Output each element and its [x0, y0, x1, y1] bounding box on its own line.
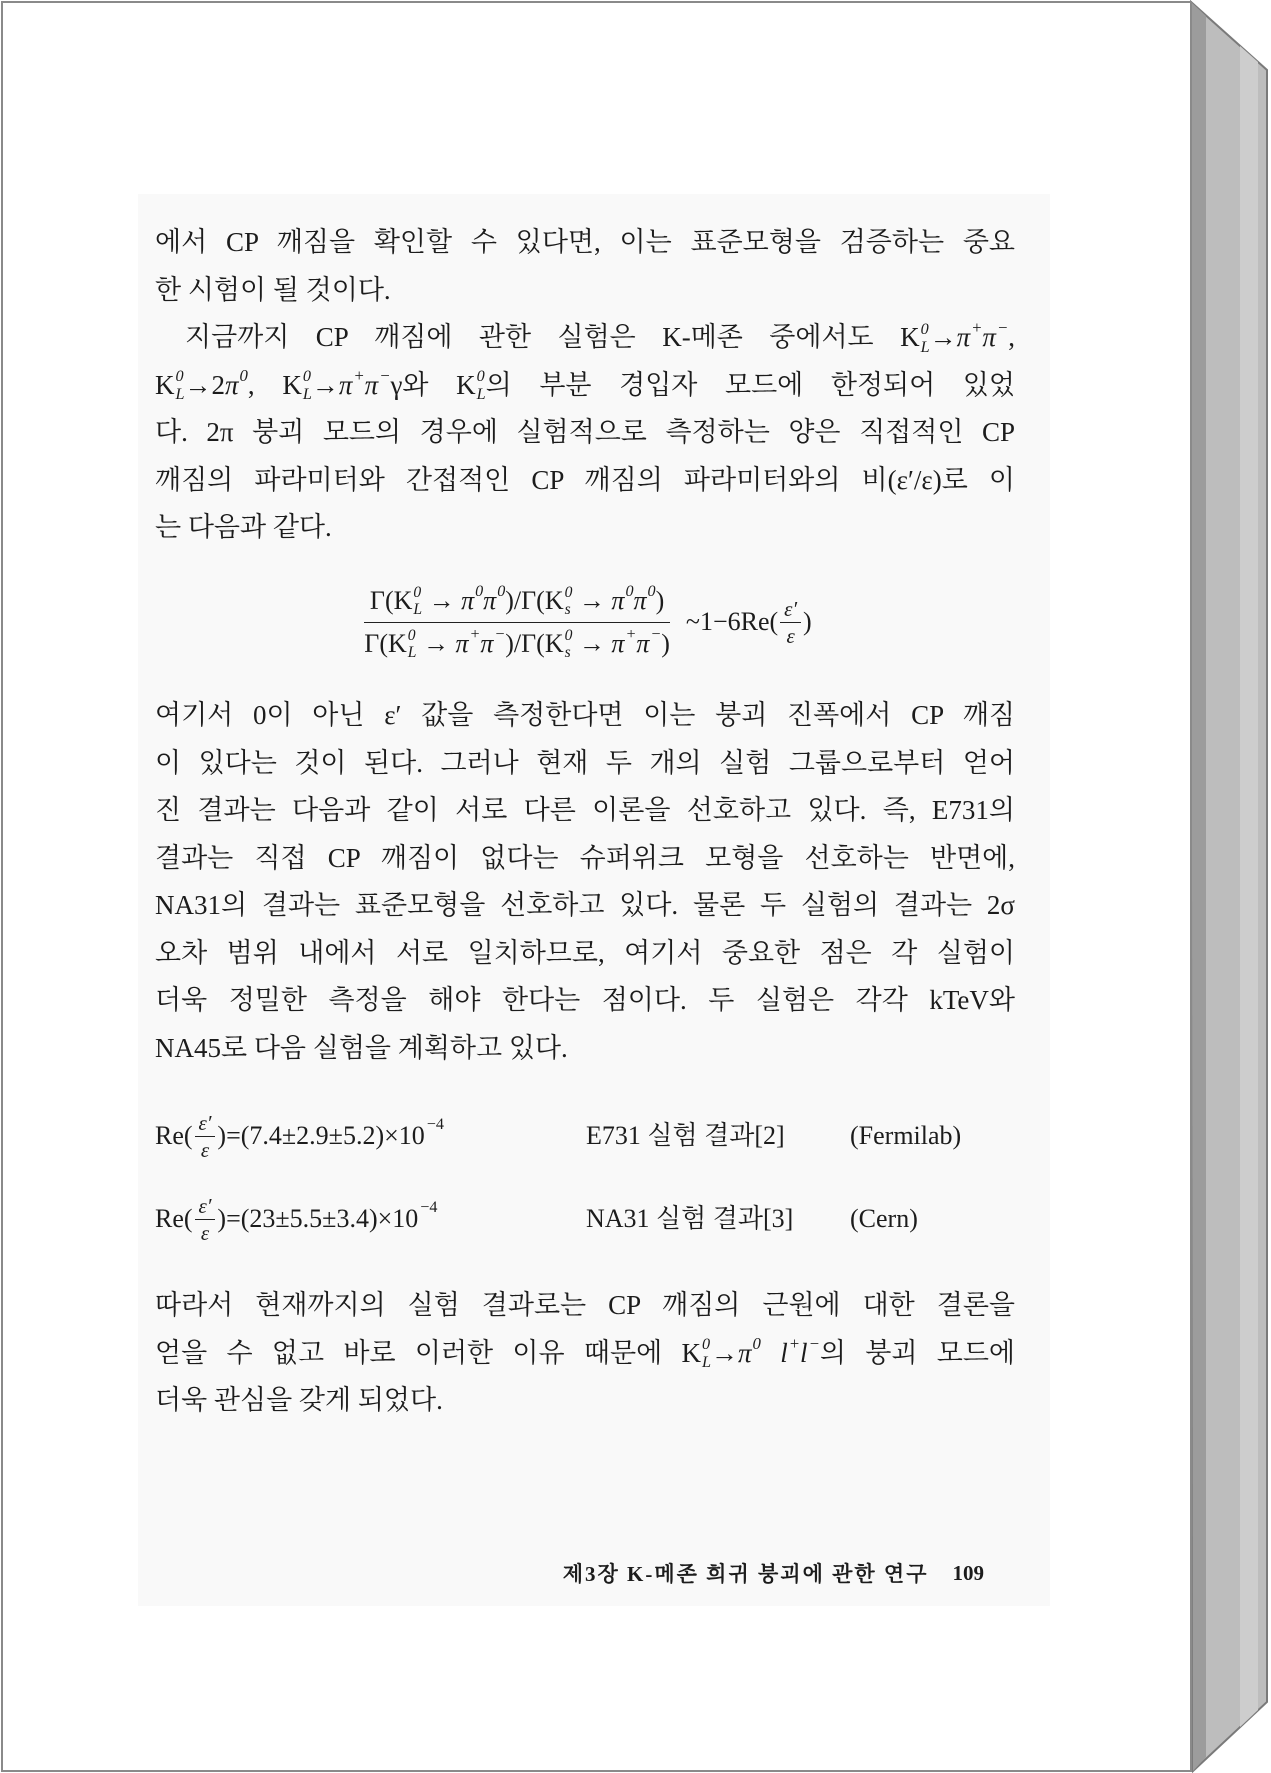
subscript: L: [175, 385, 185, 404]
decay-width-ratio-fraction: [358, 582, 676, 663]
text-run: 는 다음과 같다.: [155, 512, 332, 542]
term-base: Γ(K: [369, 585, 413, 615]
superscript: −: [808, 1333, 820, 1353]
experiment-label: NA31 실험 결과[3]: [586, 1204, 794, 1233]
superscript: 0: [564, 626, 573, 644]
math-term: [483, 583, 506, 615]
exponent: −4: [426, 1116, 444, 1133]
subscript: s: [564, 600, 571, 618]
superscript: −: [996, 318, 1009, 338]
math-term: [456, 367, 486, 404]
superscript: +: [625, 626, 637, 644]
math-term: [780, 1333, 801, 1368]
text-run: 여기서 0이 아닌 ε′ 값을 측정한다면 이는 붕괴 진폭에서 CP 깨짐: [155, 700, 1015, 730]
text-run: →: [422, 585, 462, 615]
superscript: +: [971, 318, 983, 338]
superscript: 0: [475, 583, 484, 601]
term-base: K: [681, 1337, 701, 1368]
superscript: 0: [476, 367, 485, 386]
superscript: 0: [564, 583, 573, 601]
math-term: [900, 319, 930, 356]
paragraph-conclusion: [155, 1282, 1015, 1425]
term-base: K: [282, 369, 302, 400]
page-edge-highlight: [1240, 46, 1258, 1727]
text-line: [155, 1330, 1015, 1378]
epsilon-ratio-fraction: [195, 1194, 216, 1245]
text-line: [155, 977, 1015, 1025]
epsilon-prime: ε′: [195, 1111, 216, 1137]
paragraph-experiments: [155, 314, 1015, 552]
text-run: ,: [247, 369, 283, 400]
text-line: [155, 692, 1015, 740]
laboratory-label: (Cern): [850, 1204, 918, 1233]
math-term: [505, 583, 573, 618]
text-line: [155, 1282, 1015, 1330]
math-term: [225, 365, 248, 400]
math-term: [155, 367, 185, 404]
running-head: 제3장 K-메존 희귀 붕괴에 관한 연구: [562, 1562, 929, 1586]
superscript: 0: [413, 583, 422, 601]
term-base: )/Γ(K: [505, 585, 564, 615]
text-line: [155, 1025, 1015, 1073]
term-base: π: [364, 369, 379, 400]
equation-relation: ~1−6Re(: [685, 607, 779, 636]
page-footer: [563, 1558, 984, 1588]
paragraph-intro: [155, 219, 1015, 314]
index-stack: [303, 368, 312, 404]
fraction-denominator: [358, 623, 676, 663]
term-base: π: [480, 628, 494, 658]
page-number: 109: [952, 1560, 984, 1585]
index-stack: [702, 1336, 711, 1372]
math-term: [461, 583, 484, 615]
math-term: [480, 626, 506, 658]
term-base: π: [461, 585, 475, 615]
epsilon: ε: [786, 623, 795, 648]
text-run: →: [311, 369, 339, 400]
epsilon-prime: ε′: [780, 597, 801, 623]
closing-paren: ): [803, 607, 812, 636]
text-run: 의 붕괴 모드에: [819, 1337, 1015, 1368]
text-run: NA31의 결과는 표준모형을 선호하고 있다. 물론 두 실험의 결과는 2σ: [155, 890, 1015, 920]
text-line: [155, 930, 1015, 978]
term-base: Γ(K: [364, 628, 407, 658]
math-term: [636, 626, 662, 658]
text-run: 지금까지 CP 깨짐에 관한 실험은 K-메존 중에서도: [185, 322, 901, 352]
text-run: 더욱 관심을 갖게 되었다.: [155, 1385, 443, 1415]
fraction-numerator: [364, 582, 670, 623]
text-run: ): [655, 585, 665, 615]
superscript: 0: [302, 367, 311, 386]
math-term: [982, 318, 1009, 352]
term-base: π: [956, 322, 971, 352]
term-base: π: [982, 322, 996, 352]
text-run: →: [572, 585, 612, 615]
page-edge-shadow: [1191, 2, 1206, 1771]
math-term: [364, 365, 391, 400]
math-term: [611, 583, 634, 615]
subscript: L: [701, 1353, 711, 1372]
text-run: 더욱 정밀한 측정을 해야 한다는 점이다. 두 실험은 각각 kTeV와: [155, 985, 1015, 1015]
text-line: [155, 409, 1015, 457]
text-run: →: [711, 1337, 738, 1368]
term-base: π: [483, 585, 497, 615]
term-base: π: [225, 369, 239, 400]
text-run: 다. 2π 붕괴 모드의 경우에 실험적으로 측정하는 양은 직접적인 CP: [155, 417, 1015, 447]
superscript: 0: [239, 365, 248, 385]
superscript: 0: [752, 1333, 761, 1353]
index-stack: [921, 321, 930, 357]
exponent: −4: [420, 1199, 438, 1216]
epsilon-ratio-fraction: [195, 1111, 216, 1162]
result-value: )=(7.4±2.9±5.2)×10: [217, 1121, 425, 1150]
text-run: 에서 CP 깨짐을 확인할 수 있다면, 이는 표준모형을 검증하는 중요: [155, 227, 1015, 257]
text-run: [761, 1338, 780, 1368]
experiment-label: E731 실험 결과[2]: [586, 1121, 785, 1150]
superscript: +: [788, 1333, 801, 1353]
math-term: [633, 583, 656, 615]
text-run: 결과는 직접 CP 깨짐이 없다는 슈퍼위크 모형을 선호하는 반면에,: [155, 842, 1015, 873]
index-stack: [413, 584, 422, 618]
text-line: [155, 504, 1015, 552]
superscript: 0: [701, 1335, 711, 1354]
math-term: [956, 318, 983, 352]
term-base: π: [455, 628, 469, 658]
term-base: π: [611, 628, 625, 658]
text-run: γ와: [390, 369, 457, 400]
index-stack: [477, 368, 486, 404]
text-run: ,: [1008, 322, 1015, 352]
text-run: 이 있다는 것이 된다. 그러나 현재 두 개의 실험 그룹으로부터 얻어: [155, 747, 1015, 778]
superscript: −: [494, 626, 506, 644]
epsilon-ratio-fraction: [780, 597, 801, 648]
subscript: L: [920, 337, 930, 356]
text-line: [155, 314, 1015, 362]
subscript: s: [564, 643, 571, 661]
text-line: [155, 787, 1015, 835]
math-term: [364, 626, 417, 661]
text-run: 한 시험이 될 것이다.: [155, 274, 391, 305]
re-prefix: Re(: [155, 1204, 193, 1233]
text-line: [155, 835, 1015, 883]
subscript: L: [302, 385, 312, 404]
term-base: l: [780, 1337, 788, 1368]
laboratory-label: (Fermilab): [850, 1121, 962, 1150]
term-base: π: [738, 1337, 752, 1368]
superscript: 0: [497, 583, 506, 601]
epsilon-prime: ε′: [195, 1194, 216, 1220]
text-run: →: [416, 628, 456, 658]
text-run: NA45로 다음 실험을 계획하고 있다.: [155, 1032, 568, 1063]
result-row-na31: [155, 1189, 1015, 1249]
math-term: [455, 626, 481, 658]
math-term: [282, 367, 312, 404]
text-run: 얻을 수 없고 바로 이러한 이유 때문에: [155, 1337, 682, 1368]
superscript: 0: [920, 319, 929, 338]
subscript: L: [476, 385, 486, 404]
term-base: K: [456, 369, 476, 400]
superscript: +: [353, 365, 365, 385]
text-run: 오차 범위 내에서 서로 일치하므로, 여기서 중요한 점은 각 실험이: [155, 937, 1015, 968]
text-run: ): [661, 628, 670, 658]
math-term: [505, 626, 573, 661]
text-line: [155, 362, 1015, 410]
term-base: π: [636, 628, 650, 658]
term-base: π: [633, 585, 647, 615]
epsilon: ε: [200, 1220, 210, 1245]
term-base: K: [900, 322, 920, 352]
paragraph-discussion: [155, 692, 1015, 1072]
text-line: [155, 882, 1015, 930]
superscript: 0: [625, 583, 634, 601]
result-formula: [155, 1189, 437, 1249]
superscript: 0: [175, 367, 184, 386]
text-line: [155, 219, 1015, 267]
result-value: )=(23±5.5±3.4)×10: [217, 1204, 419, 1233]
superscript: 0: [407, 626, 416, 644]
text-run: 진 결과는 다음과 같이 서로 다른 이론을 선호하고 있다. 즉, E731의: [155, 795, 1015, 825]
term-base: π: [338, 369, 353, 400]
result-formula: [155, 1106, 444, 1166]
superscript: −: [379, 365, 391, 385]
term-base: l: [800, 1337, 808, 1368]
text-line: [155, 267, 1015, 315]
math-term: [369, 583, 423, 618]
text-run: →: [929, 322, 957, 352]
math-term: [800, 1333, 820, 1368]
text-run: 의 부분 경입자 모드에 한정되어 있었: [485, 369, 1016, 400]
term-base: K: [155, 369, 175, 400]
superscript: 0: [647, 583, 656, 601]
text-line: [155, 740, 1015, 788]
text-run: →2: [184, 369, 226, 400]
term-base: )/Γ(K: [505, 628, 564, 658]
term-base: π: [611, 585, 625, 615]
math-term: [611, 626, 637, 658]
text-run: →: [572, 628, 612, 658]
subscript: L: [407, 643, 417, 661]
superscript: +: [469, 626, 481, 644]
text-line: [155, 457, 1015, 505]
epsilon: ε: [200, 1137, 210, 1162]
text-run: 따라서 현재까지의 실험 결과로는 CP 깨짐의 근원에 대한 결론을: [155, 1290, 1015, 1320]
subscript: L: [413, 600, 423, 618]
text-line: [155, 1377, 1015, 1425]
math-term: [738, 1333, 761, 1368]
re-prefix: Re(: [155, 1121, 193, 1150]
index-stack: [176, 368, 185, 404]
text-run: 깨짐의 파라미터와 간접적인 CP 깨짐의 파라미터와의 비(ε′/ε)로 이: [155, 464, 1015, 495]
math-term: [681, 1335, 711, 1372]
math-term: [338, 365, 365, 400]
superscript: −: [650, 626, 662, 644]
result-row-e731: [155, 1106, 1015, 1166]
ratio-equation: [155, 578, 1015, 666]
